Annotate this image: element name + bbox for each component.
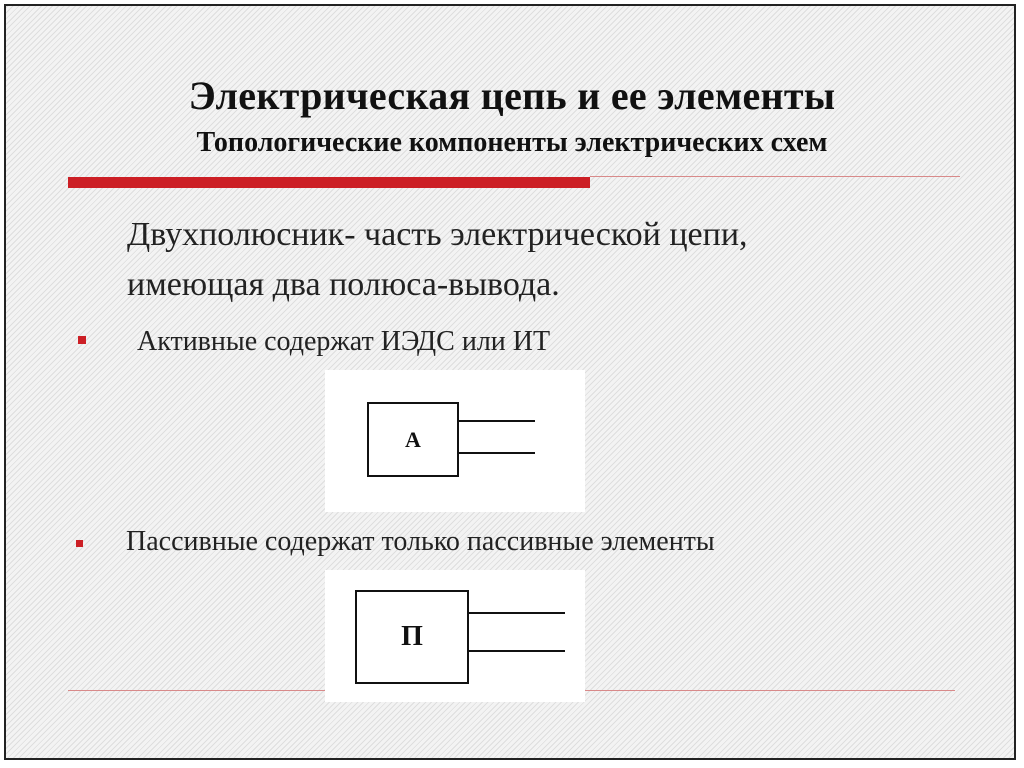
title-underline-red — [68, 177, 590, 188]
passive-terminal-wire-top — [469, 612, 565, 614]
definition-line-2: имеющая два полюса-вывода. — [127, 266, 560, 303]
definition-text — [127, 210, 748, 310]
active-terminal-wire-top — [459, 420, 535, 422]
active-element-box: А — [367, 402, 459, 477]
active-two-terminal-diagram — [325, 370, 585, 512]
title-underline-thin — [590, 176, 960, 177]
footer-line-left — [68, 690, 325, 691]
footer-line-right — [585, 690, 955, 691]
passive-two-terminal-diagram — [325, 570, 585, 702]
passive-element-box: П — [355, 590, 469, 684]
active-terminal-wire-bottom — [459, 452, 535, 454]
slide-subtitle: Топологические компоненты электрических схем — [196, 127, 828, 158]
bullet-marker-active — [78, 336, 86, 344]
definition-line-1: Двухполюсник- часть электрической цепи, — [127, 216, 748, 253]
bullet-text-passive: Пассивные содержат только пассивные элементы — [126, 526, 715, 557]
bullet-marker-passive — [76, 540, 83, 547]
bullet-text-active: Активные содержат ИЭДС или ИТ — [137, 326, 551, 357]
slide-title: Электрическая цепь и ее элементы — [188, 73, 836, 118]
passive-terminal-wire-bottom — [469, 650, 565, 652]
